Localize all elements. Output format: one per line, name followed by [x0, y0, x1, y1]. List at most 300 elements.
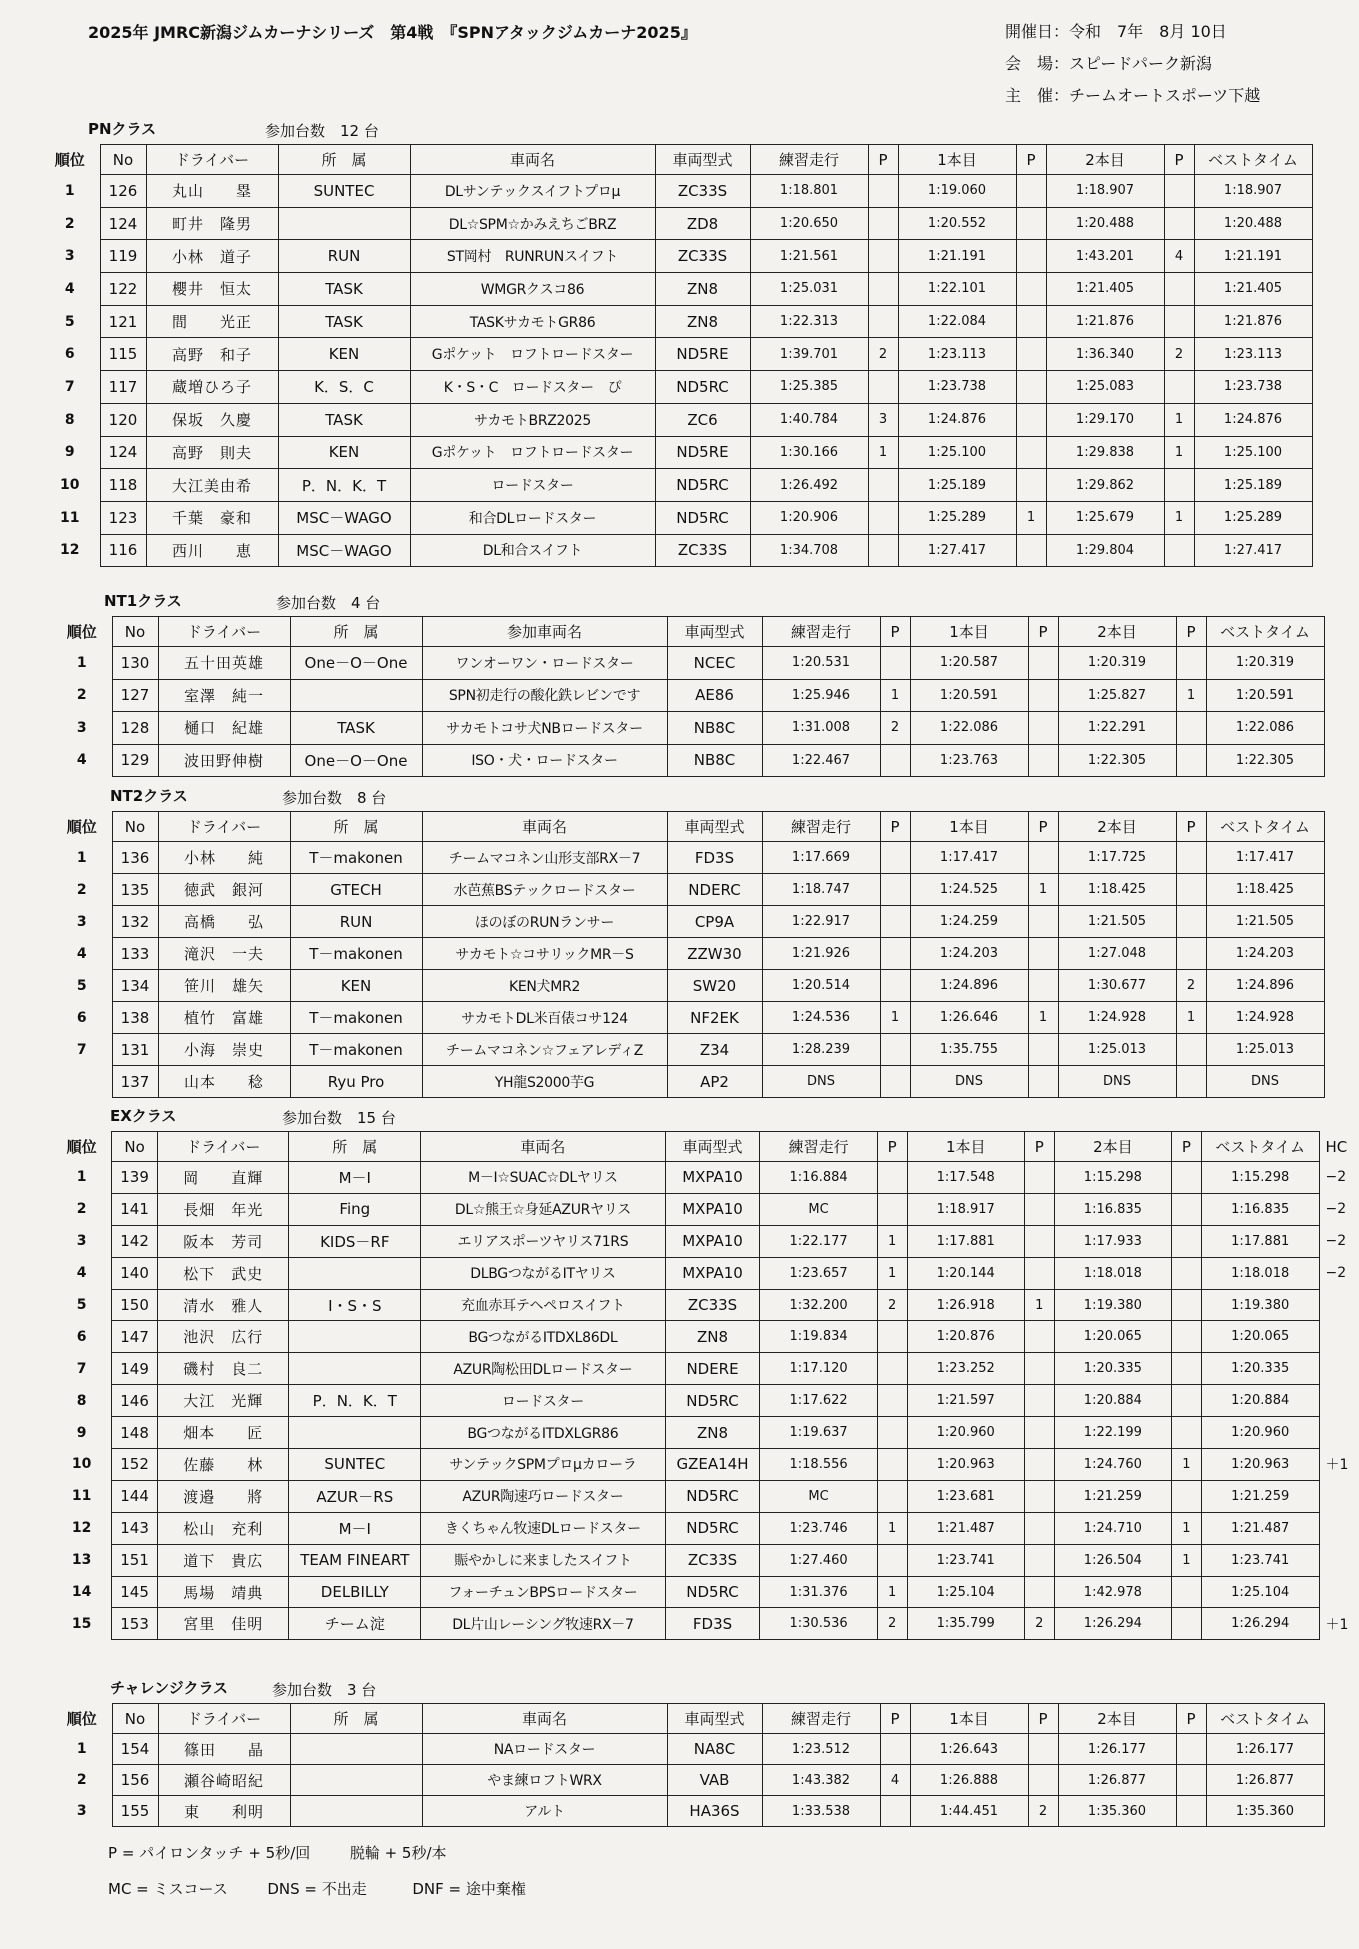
number-cell: 155: [112, 1796, 158, 1827]
penalty-cell: [1024, 1193, 1054, 1225]
model-cell: NDERE: [665, 1353, 760, 1385]
penalty-cell: [1024, 1162, 1054, 1194]
penalty-cell: [1176, 1796, 1206, 1827]
model-cell: SW20: [667, 970, 762, 1002]
number-cell: 127: [112, 679, 158, 712]
table-row: [52, 647, 1324, 680]
affiliation-cell: チーム淀: [289, 1608, 421, 1640]
table-row: [52, 679, 1324, 712]
model-cell: ZN8: [665, 1417, 760, 1449]
table-row: [52, 1512, 1359, 1544]
penalty-cell: [1024, 1449, 1054, 1481]
run1-cell: 1:20.876: [907, 1321, 1024, 1353]
driver-cell: 丸山 塁: [146, 175, 278, 208]
run1-cell: 1:26.643: [910, 1734, 1028, 1765]
run2-cell: 1:20.319: [1058, 647, 1176, 680]
event-info: [1005, 16, 1260, 112]
affiliation-cell: T－makonen: [290, 1002, 422, 1034]
car-cell: アルト: [422, 1796, 667, 1827]
driver-cell: 室澤 純一: [158, 679, 290, 712]
car-cell: AZUR陶速巧ロードスター: [421, 1480, 665, 1512]
practice-cell: 1:20.650: [750, 207, 868, 240]
col-car: 車両名: [422, 812, 667, 842]
car-cell: SPN初走行の酸化鉄レビンです: [422, 679, 667, 712]
run1-cell: 1:24.876: [898, 403, 1016, 436]
penalty-cell: [877, 1193, 907, 1225]
penalty-cell: [880, 938, 910, 970]
penalty-cell: [1164, 273, 1194, 306]
run2-cell: 1:16.835: [1054, 1193, 1171, 1225]
run1-cell: 1:17.417: [910, 842, 1028, 874]
col-driver: ドライバー: [157, 1132, 288, 1162]
run2-cell: 1:43.201: [1046, 240, 1164, 273]
run2-cell: 1:19.380: [1054, 1289, 1171, 1321]
affiliation-cell: P．N．K．T: [278, 469, 410, 502]
best-cell: 1:27.417: [1194, 534, 1312, 567]
run2-cell: 1:25.679: [1046, 501, 1164, 534]
penalty-cell: [1176, 1765, 1206, 1796]
rank-cell: 10: [60, 477, 80, 494]
car-cell: きくちゃん牧速DLロードスター: [421, 1512, 665, 1544]
table-row: [40, 534, 1312, 567]
penalty-cell: 1: [1164, 501, 1194, 534]
run2-cell: 1:22.305: [1058, 744, 1176, 777]
penalty-cell: [868, 175, 898, 208]
practice-cell: 1:32.200: [760, 1289, 877, 1321]
penalty-cell: [868, 469, 898, 502]
run2-cell: 1:26.177: [1058, 1734, 1176, 1765]
affiliation-cell: M－I: [289, 1512, 421, 1544]
penalty-cell: [1176, 874, 1206, 906]
affiliation-cell: KEN: [278, 436, 410, 469]
rank-cell: 7: [76, 1041, 87, 1058]
col-affiliation: 所 属: [290, 812, 422, 842]
driver-cell: 松山 充利: [157, 1512, 288, 1544]
car-cell: ワンオーワン・ロードスター: [422, 647, 667, 680]
best-cell: 1:20.591: [1206, 679, 1324, 712]
penalty-cell: [1016, 403, 1046, 436]
practice-cell: 1:28.239: [762, 1034, 880, 1066]
affiliation-cell: P．N．K．T: [289, 1385, 421, 1417]
rank-cell: 3: [64, 248, 75, 265]
col-run1: 1本目: [910, 617, 1028, 647]
affiliation-cell: SUNTEC: [278, 175, 410, 208]
best-cell: 1:26.177: [1206, 1734, 1324, 1765]
penalty-cell: [1016, 175, 1046, 208]
penalty-cell: [877, 1353, 907, 1385]
best-cell: 1:20.488: [1194, 207, 1312, 240]
entry-count: 参加台数 3 台: [272, 1681, 377, 1699]
legend-dns: DNS = 不出走: [267, 1880, 367, 1898]
practice-cell: 1:22.177: [760, 1225, 877, 1257]
best-cell: 1:19.380: [1201, 1289, 1319, 1321]
driver-cell: 五十田英雄: [158, 647, 290, 680]
col-p: P: [880, 812, 910, 842]
practice-cell: 1:20.514: [762, 970, 880, 1002]
practice-cell: 1:27.460: [760, 1544, 877, 1576]
hc-cell: −2: [1325, 1265, 1347, 1282]
number-cell: 117: [100, 371, 146, 404]
affiliation-cell: MSC－WAGO: [278, 534, 410, 567]
col-driver: ドライバー: [146, 145, 278, 175]
penalty-cell: 2: [1028, 1796, 1058, 1827]
penalty-cell: [877, 1449, 907, 1481]
run1-cell: 1:23.763: [910, 744, 1028, 777]
rank-cell: 3: [76, 719, 87, 736]
entry-count: 参加台数 8 台: [282, 789, 387, 807]
best-cell: DNS: [1206, 1066, 1324, 1098]
penalty-cell: [877, 1417, 907, 1449]
car-cell: 賑やかしに来ましたスイフト: [421, 1544, 665, 1576]
penalty-cell: [868, 207, 898, 240]
penalty-cell: [868, 534, 898, 567]
penalty-cell: 1: [880, 679, 910, 712]
rank-cell: 10: [71, 1456, 92, 1473]
practice-cell: 1:25.031: [750, 273, 868, 306]
car-cell: DLBGつながるITヤリス: [421, 1257, 665, 1289]
car-cell: チームマコネン☆フェアレディZ: [422, 1034, 667, 1066]
driver-cell: 松下 武史: [157, 1257, 288, 1289]
car-cell: ほのぼのRUNランサー: [422, 906, 667, 938]
affiliation-cell: [290, 1734, 422, 1765]
affiliation-cell: Ryu Pro: [290, 1066, 422, 1098]
penalty-cell: [1016, 469, 1046, 502]
table-row: [52, 1193, 1359, 1225]
penalty-cell: [1164, 305, 1194, 338]
penalty-cell: 1: [877, 1225, 907, 1257]
driver-cell: 笹川 雄矢: [158, 970, 290, 1002]
car-cell: YH龍S2000芋G: [422, 1066, 667, 1098]
affiliation-cell: MSC－WAGO: [278, 501, 410, 534]
table-header-row: [40, 145, 1312, 175]
driver-cell: 保坂 久慶: [146, 403, 278, 436]
col-rank: 順位: [54, 151, 85, 169]
driver-cell: 渡邉 將: [157, 1480, 288, 1512]
rank-cell: 12: [71, 1520, 92, 1537]
penalty-cell: 1: [877, 1512, 907, 1544]
number-cell: 121: [100, 305, 146, 338]
driver-cell: 宮里 佳明: [157, 1608, 288, 1640]
penalty-cell: [1024, 1544, 1054, 1576]
run1-cell: 1:20.144: [907, 1257, 1024, 1289]
model-cell: ZN8: [655, 305, 750, 338]
rank-cell: 13: [71, 1552, 92, 1569]
car-cell: 和合DLロードスター: [410, 501, 655, 534]
practice-cell: 1:31.376: [760, 1576, 877, 1608]
event-organizer: 主 催：チームオートスポーツ下越: [1005, 86, 1261, 105]
penalty-cell: 2: [1176, 970, 1206, 1002]
practice-cell: 1:26.492: [750, 469, 868, 502]
col-car: 参加車両名: [422, 617, 667, 647]
penalty-cell: 2: [877, 1608, 907, 1640]
penalty-cell: [1176, 1734, 1206, 1765]
number-cell: 123: [100, 501, 146, 534]
driver-cell: 間 光正: [146, 305, 278, 338]
penalty-cell: [1028, 938, 1058, 970]
practice-cell: 1:24.536: [762, 1002, 880, 1034]
practice-cell: 1:22.313: [750, 305, 868, 338]
driver-cell: 道下 貴広: [157, 1544, 288, 1576]
entry-count: 参加台数 4 台: [276, 594, 381, 612]
run1-cell: 1:22.101: [898, 273, 1016, 306]
run2-cell: DNS: [1058, 1066, 1176, 1098]
model-cell: ZC33S: [655, 175, 750, 208]
table-row: [40, 371, 1312, 404]
run1-cell: 1:21.597: [907, 1385, 1024, 1417]
col-best: ベストタイム: [1194, 145, 1312, 175]
rank-cell: 4: [76, 945, 87, 962]
best-cell: 1:25.189: [1194, 469, 1312, 502]
car-cell: Gポケット ロフトロードスター: [410, 338, 655, 371]
number-cell: 147: [112, 1321, 158, 1353]
run2-cell: 1:21.405: [1046, 273, 1164, 306]
run2-cell: 1:26.504: [1054, 1544, 1171, 1576]
model-cell: CP9A: [667, 906, 762, 938]
run2-cell: 1:24.760: [1054, 1449, 1171, 1481]
practice-cell: 1:22.467: [762, 744, 880, 777]
best-cell: 1:16.835: [1201, 1193, 1319, 1225]
col-best: ベストタイム: [1206, 617, 1324, 647]
table-row: [52, 712, 1324, 745]
model-cell: AP2: [667, 1066, 762, 1098]
car-cell: サカモトBRZ2025: [410, 403, 655, 436]
rank-cell: 2: [76, 1201, 87, 1218]
number-cell: 120: [100, 403, 146, 436]
col-run2: 2本目: [1058, 812, 1176, 842]
number-cell: 154: [112, 1734, 158, 1765]
number-cell: 153: [112, 1608, 158, 1640]
table-row: [52, 842, 1324, 874]
model-cell: ZC33S: [665, 1289, 760, 1321]
affiliation-cell: One－O－One: [290, 744, 422, 777]
rank-cell: 5: [64, 313, 75, 330]
model-cell: ND5RE: [655, 338, 750, 371]
affiliation-cell: TASK: [278, 273, 410, 306]
car-cell: ISO・犬・ロードスター: [422, 744, 667, 777]
penalty-cell: [1176, 842, 1206, 874]
driver-cell: 東 利明: [158, 1796, 290, 1827]
col-run2: 2本目: [1054, 1132, 1171, 1162]
penalty-cell: [868, 240, 898, 273]
run1-cell: 1:21.191: [898, 240, 1016, 273]
rank-cell: 7: [64, 378, 75, 395]
model-cell: NB8C: [667, 712, 762, 745]
table-row: [40, 273, 1312, 306]
run1-cell: 1:25.104: [907, 1576, 1024, 1608]
model-cell: VAB: [667, 1765, 762, 1796]
penalty-cell: [1176, 647, 1206, 680]
affiliation-cell: T－makonen: [290, 938, 422, 970]
run1-cell: 1:21.487: [907, 1512, 1024, 1544]
run1-cell: 1:17.548: [907, 1162, 1024, 1194]
table-row: [52, 1576, 1359, 1608]
penalty-cell: [1028, 906, 1058, 938]
penalty-cell: [1028, 1765, 1058, 1796]
model-cell: ZC33S: [665, 1544, 760, 1576]
run1-cell: 1:23.252: [907, 1353, 1024, 1385]
car-cell: NAロードスター: [422, 1734, 667, 1765]
model-cell: ND5RC: [665, 1576, 760, 1608]
practice-cell: 1:17.669: [762, 842, 880, 874]
driver-cell: 篠田 晶: [158, 1734, 290, 1765]
penalty-cell: 2: [1164, 338, 1194, 371]
penalty-cell: [1016, 273, 1046, 306]
rank-cell: 14: [71, 1584, 92, 1601]
col-model: 車両型式: [665, 1132, 760, 1162]
model-cell: ND5RC: [655, 371, 750, 404]
penalty-cell: [1164, 371, 1194, 404]
car-cell: TASKサカモトGR86: [410, 305, 655, 338]
hc-cell: [1319, 1544, 1359, 1576]
col-practice: 練習走行: [760, 1132, 877, 1162]
affiliation-cell: RUN: [278, 240, 410, 273]
car-cell: KEN犬MR2: [422, 970, 667, 1002]
car-cell: サカモト☆コサリックMR－S: [422, 938, 667, 970]
run2-cell: 1:20.488: [1046, 207, 1164, 240]
best-cell: 1:24.928: [1206, 1002, 1324, 1034]
practice-cell: 1:31.008: [762, 712, 880, 745]
col-no: No: [112, 1132, 158, 1162]
rank-cell: 2: [76, 1772, 87, 1788]
penalty-cell: [880, 906, 910, 938]
car-cell: WMGRクスコ86: [410, 273, 655, 306]
col-run1: 1本目: [898, 145, 1016, 175]
driver-cell: 樋口 紀雄: [158, 712, 290, 745]
driver-cell: 西川 恵: [146, 534, 278, 567]
penalty-cell: [1172, 1608, 1202, 1640]
col-model: 車両型式: [667, 1704, 762, 1734]
run2-cell: 1:25.013: [1058, 1034, 1176, 1066]
rank-cell: 6: [64, 346, 75, 363]
car-cell: サカモトコサ犬NBロードスター: [422, 712, 667, 745]
best-cell: 1:17.417: [1206, 842, 1324, 874]
table-row: [52, 1034, 1324, 1066]
run2-cell: 1:30.677: [1058, 970, 1176, 1002]
rank-cell: 4: [76, 752, 87, 769]
col-rank: 順位: [66, 623, 97, 641]
rank-cell: 11: [60, 509, 80, 526]
rank-cell: 1: [76, 1741, 87, 1757]
col-affiliation: 所 属: [289, 1132, 421, 1162]
best-cell: 1:21.259: [1201, 1480, 1319, 1512]
penalty-cell: 2: [877, 1289, 907, 1321]
col-run2: 2本目: [1046, 145, 1164, 175]
practice-cell: 1:19.637: [760, 1417, 877, 1449]
col-driver: ドライバー: [158, 1704, 290, 1734]
col-practice: 練習走行: [762, 617, 880, 647]
col-affiliation: 所 属: [278, 145, 410, 175]
penalty-cell: [1164, 207, 1194, 240]
table-row: [52, 1257, 1359, 1289]
hc-cell: −2: [1325, 1201, 1347, 1218]
affiliation-cell: [278, 207, 410, 240]
penalty-cell: [1176, 938, 1206, 970]
car-cell: フォーチュンBPSロードスター: [421, 1576, 665, 1608]
run1-cell: DNS: [910, 1066, 1028, 1098]
event-date: 開催日：令和 7年 8月 10日: [1005, 22, 1227, 41]
penalty-cell: [1028, 1734, 1058, 1765]
run2-cell: 1:22.199: [1054, 1417, 1171, 1449]
best-cell: 1:17.881: [1201, 1225, 1319, 1257]
best-cell: 1:22.086: [1206, 712, 1324, 745]
best-cell: 1:35.360: [1206, 1796, 1324, 1827]
best-cell: 1:26.877: [1206, 1765, 1324, 1796]
run2-cell: 1:24.928: [1058, 1002, 1176, 1034]
penalty-cell: 1: [1176, 1002, 1206, 1034]
penalty-cell: [1164, 175, 1194, 208]
table-row: [52, 938, 1324, 970]
model-cell: NCEC: [667, 647, 762, 680]
rank-cell: 15: [71, 1615, 92, 1632]
model-cell: GZEA14H: [665, 1449, 760, 1481]
driver-cell: 佐藤 林: [157, 1449, 288, 1481]
penalty-cell: [877, 1321, 907, 1353]
col-p: P: [1028, 1704, 1058, 1734]
number-cell: 148: [112, 1417, 158, 1449]
car-cell: M－I☆SUAC☆DLヤリス: [421, 1162, 665, 1194]
rank-cell: 1: [76, 849, 87, 866]
run1-cell: 1:23.681: [907, 1480, 1024, 1512]
col-affiliation: 所 属: [290, 1704, 422, 1734]
driver-cell: 町井 隆男: [146, 207, 278, 240]
entry-count: 参加台数 15 台: [282, 1109, 396, 1127]
penalty-cell: [1028, 1066, 1058, 1098]
driver-cell: 池沢 広行: [157, 1321, 288, 1353]
practice-cell: 1:23.512: [762, 1734, 880, 1765]
penalty-cell: 1: [1028, 1002, 1058, 1034]
run2-cell: 1:26.877: [1058, 1765, 1176, 1796]
car-cell: BGつながるITDXLGR86: [421, 1417, 665, 1449]
penalty-cell: [1024, 1576, 1054, 1608]
penalty-cell: [877, 1162, 907, 1194]
model-cell: NDERC: [667, 874, 762, 906]
penalty-cell: [1024, 1353, 1054, 1385]
affiliation-cell: [290, 1765, 422, 1796]
affiliation-cell: T－makonen: [290, 842, 422, 874]
col-p: P: [1176, 617, 1206, 647]
table-row: [52, 874, 1324, 906]
entry-count: 参加台数 12 台: [265, 122, 379, 140]
table-row: [40, 501, 1312, 534]
driver-cell: 植竹 富雄: [158, 1002, 290, 1034]
practice-cell: 1:20.531: [762, 647, 880, 680]
practice-cell: DNS: [762, 1066, 880, 1098]
penalty-cell: [1176, 744, 1206, 777]
hc-cell: [1319, 1480, 1359, 1512]
table-row: [52, 1162, 1359, 1194]
penalty-cell: [1164, 469, 1194, 502]
best-cell: 1:20.319: [1206, 647, 1324, 680]
run2-cell: 1:36.340: [1046, 338, 1164, 371]
run1-cell: 1:20.591: [910, 679, 1028, 712]
number-cell: 136: [112, 842, 158, 874]
number-cell: 145: [112, 1576, 158, 1608]
model-cell: ZC33S: [655, 534, 750, 567]
run1-cell: 1:25.100: [898, 436, 1016, 469]
table-row: [40, 175, 1312, 208]
penalty-cell: [1028, 679, 1058, 712]
best-cell: 1:20.335: [1201, 1353, 1319, 1385]
penalty-cell: 1: [1016, 501, 1046, 534]
run1-cell: 1:24.525: [910, 874, 1028, 906]
penalty-cell: [880, 647, 910, 680]
penalty-cell: [1016, 240, 1046, 273]
run2-cell: 1:27.048: [1058, 938, 1176, 970]
model-cell: HA36S: [667, 1796, 762, 1827]
affiliation-cell: TASK: [278, 305, 410, 338]
col-rank: 順位: [66, 1710, 97, 1728]
table-row: [52, 1608, 1359, 1640]
